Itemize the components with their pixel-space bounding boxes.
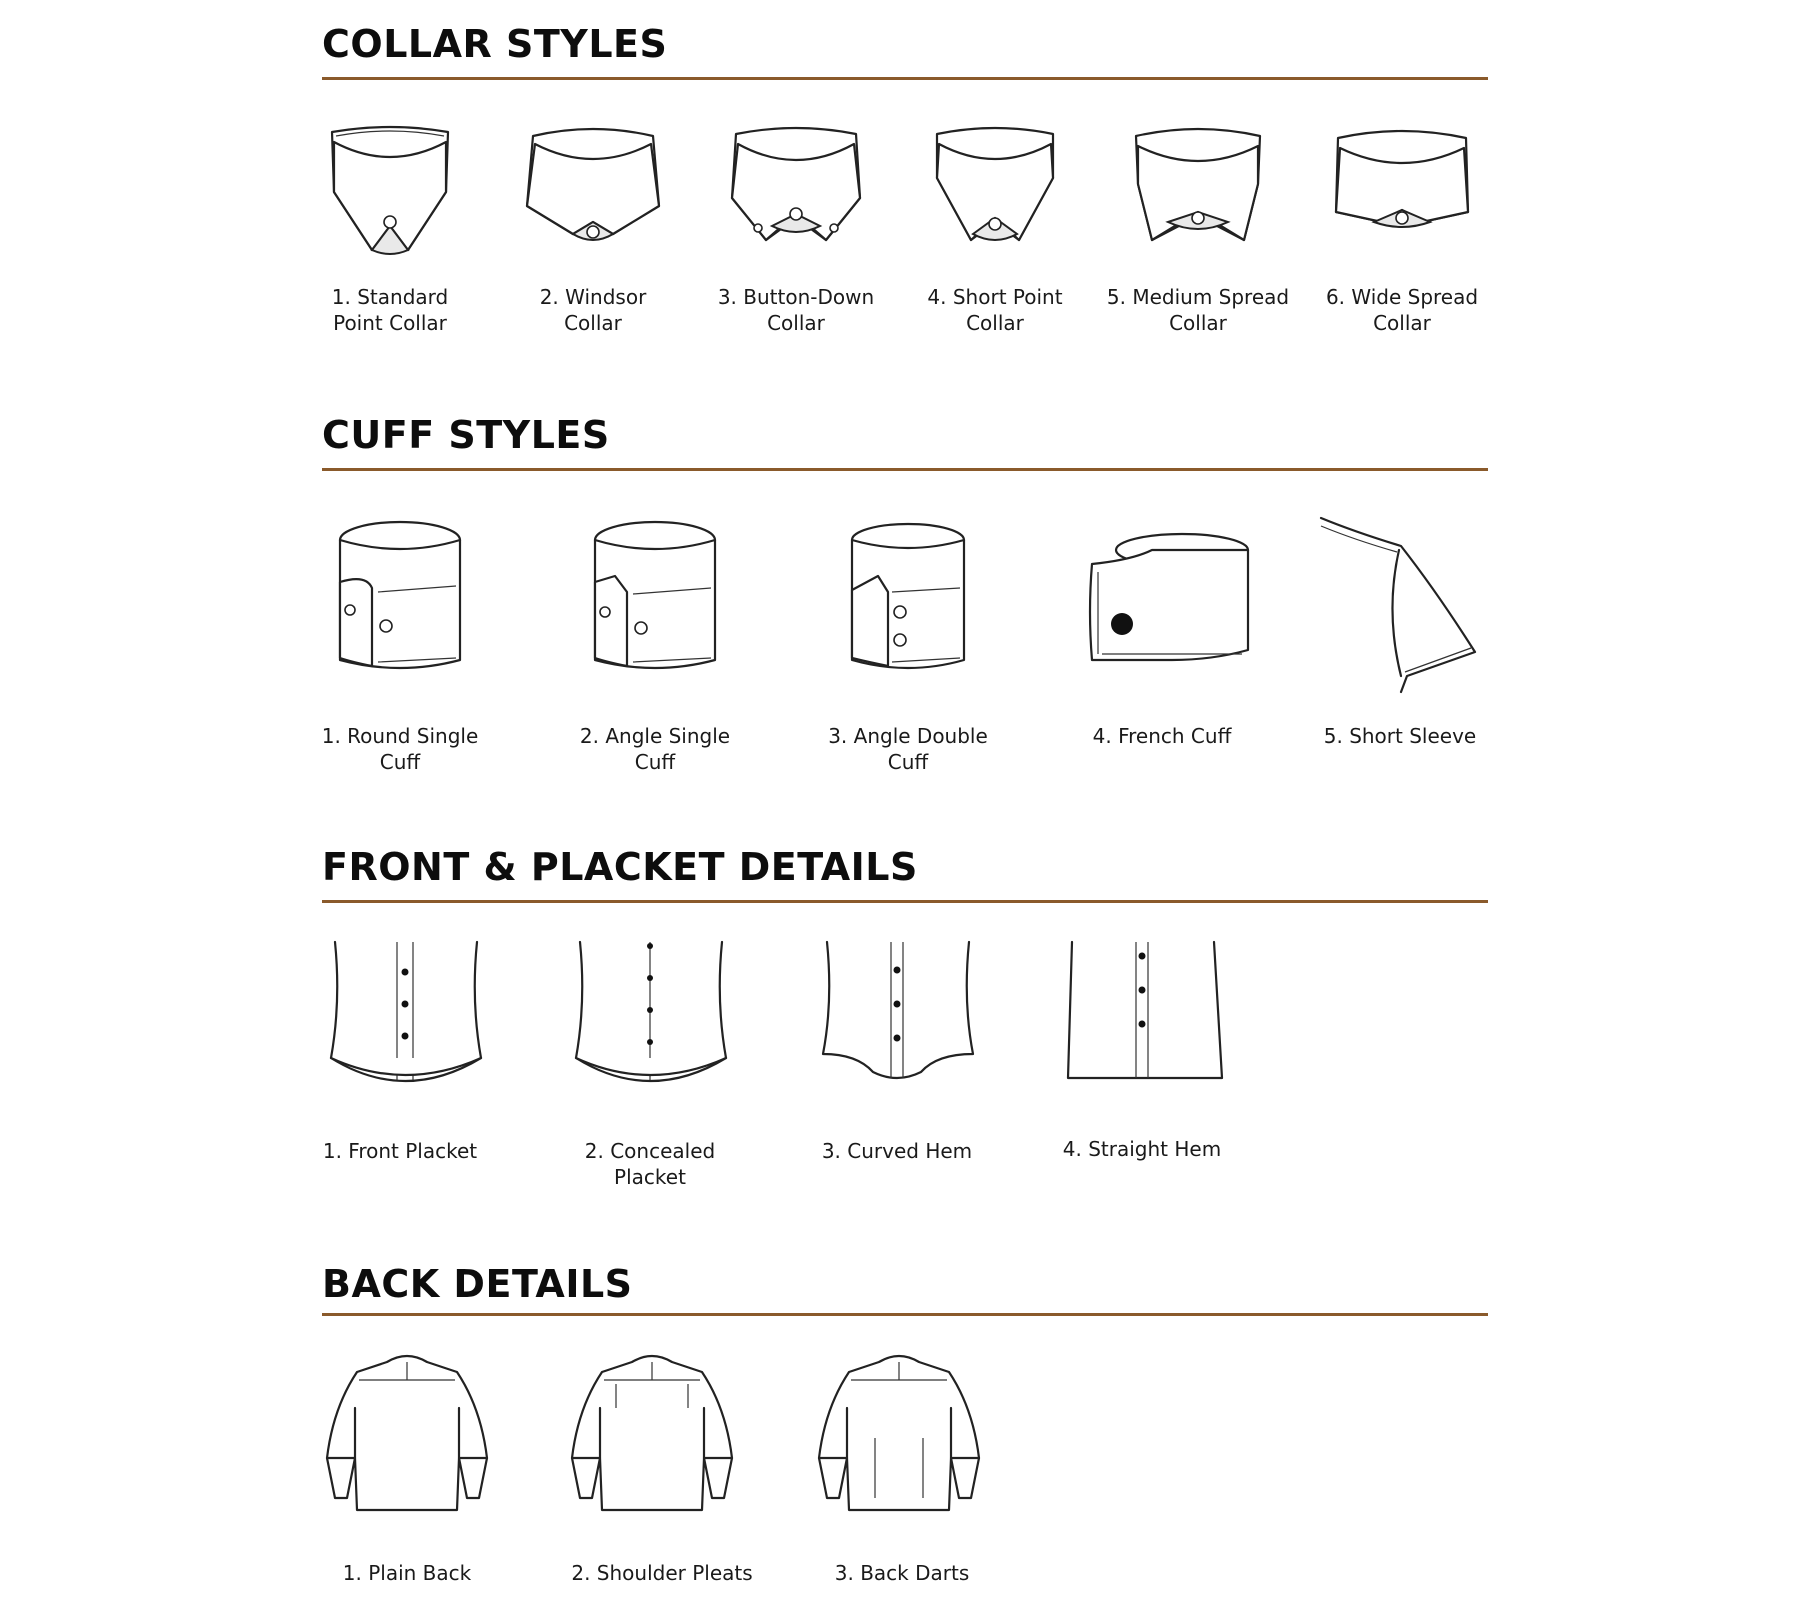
back-details-divider (322, 1313, 1488, 1316)
angle-single-cuff-icon (555, 520, 755, 680)
round-single-cuff-icon (300, 520, 500, 680)
concealed-placket-icon (550, 942, 750, 1092)
cuff-caption-5: 5. Short Sleeve (1323, 724, 1477, 748)
french-cuff-icon (1062, 520, 1262, 680)
collar-caption-6: 6. Wide Spread Collar (1325, 285, 1479, 335)
collar-caption-4: 4. Short Point Collar (927, 285, 1063, 335)
cuff-caption-2: 2. Angle Single Cuff (579, 724, 731, 774)
collar-caption-1: 1. Standard Point Collar (331, 285, 449, 335)
front-caption-1: 1. Front Placket (322, 1139, 478, 1163)
collar-caption-3: 3. Button-Down Collar (717, 285, 875, 335)
cuff-caption-4: 4. French Cuff (1092, 724, 1232, 748)
button-down-collar-icon (696, 122, 896, 257)
front-placket-details-divider (322, 900, 1488, 903)
collar-caption-2: 2. Windsor Collar (539, 285, 647, 335)
standard-point-collar-icon (290, 122, 490, 257)
windsor-collar-icon (493, 122, 693, 257)
plain-back-icon (307, 1348, 507, 1516)
back-caption-3: 3. Back Darts (834, 1561, 970, 1585)
cuff-styles-title: CUFF STYLES (322, 413, 610, 457)
front-caption-4: 4. Straight Hem (1062, 1137, 1222, 1161)
back-caption-2: 2. Shoulder Pleats (571, 1561, 753, 1585)
cuff-caption-1: 1. Round Single Cuff (321, 724, 479, 774)
front-caption-3: 3. Curved Hem (821, 1139, 973, 1163)
shoulder-pleats-icon (552, 1348, 752, 1516)
back-caption-1: 1. Plain Back (342, 1561, 472, 1585)
cuff-styles-divider (322, 468, 1488, 471)
collar-caption-5: 5. Medium Spread Collar (1106, 285, 1290, 335)
collar-styles-divider (322, 77, 1488, 80)
front-placket-details-title: FRONT & PLACKET DETAILS (322, 845, 918, 889)
back-darts-icon (799, 1348, 999, 1516)
angle-double-cuff-icon (808, 520, 1008, 680)
back-details-title: BACK DETAILS (322, 1262, 633, 1306)
cuff-caption-3: 3. Angle Double Cuff (828, 724, 988, 774)
collar-styles-title: COLLAR STYLES (322, 22, 668, 66)
wide-spread-collar-icon (1302, 122, 1502, 257)
short-sleeve-icon (1305, 512, 1505, 692)
straight-hem-icon (1042, 942, 1242, 1092)
curved-hem-icon (797, 942, 997, 1092)
front-placket-icon (305, 942, 505, 1092)
front-caption-2: 2. Concealed Placket (584, 1139, 716, 1189)
short-point-collar-icon (895, 122, 1095, 257)
medium-spread-collar-icon (1098, 122, 1298, 257)
